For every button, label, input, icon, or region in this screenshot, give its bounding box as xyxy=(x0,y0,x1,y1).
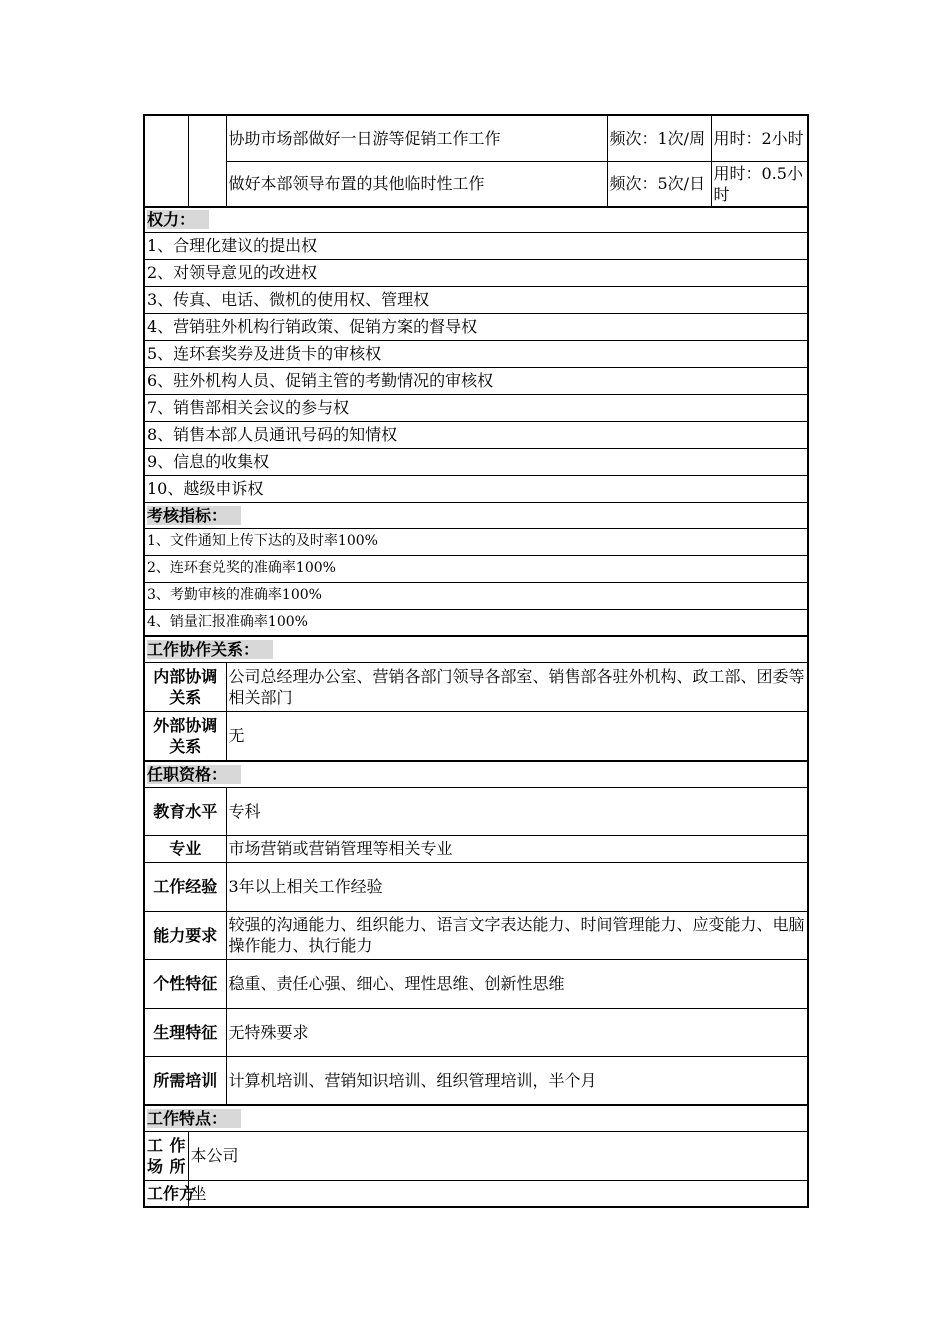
authority-row xyxy=(144,367,808,394)
task-frequency: 频次：5次/日 xyxy=(607,161,711,207)
task-duration: 用时：2小时 xyxy=(711,115,808,161)
qualification-label: 工作经验 xyxy=(144,862,226,911)
qualification-row xyxy=(144,1008,808,1056)
authority-section-header xyxy=(144,207,808,232)
authority-item: 3、传真、电话、微机的使用权、管理权 xyxy=(144,286,808,313)
job-description-table xyxy=(143,114,809,1208)
qualification-value: 专科 xyxy=(226,787,808,835)
authority-row xyxy=(144,313,808,340)
authority-item: 9、信息的收集权 xyxy=(144,448,808,475)
qualification-row xyxy=(144,911,808,959)
authority-item: 7、销售部相关会议的参与权 xyxy=(144,394,808,421)
features-section-header xyxy=(144,1105,808,1131)
feature-row xyxy=(144,1180,808,1207)
task-sub-cell xyxy=(188,115,226,207)
kpi-item: 1、文件通知上传下达的及时率100% xyxy=(144,528,808,555)
qualification-value: 稳重、责任心强、细心、理性思维、创新性思维 xyxy=(226,959,808,1008)
authority-row xyxy=(144,394,808,421)
task-row xyxy=(144,115,808,161)
relation-label: 内部协调关系 xyxy=(144,662,226,711)
kpi-row xyxy=(144,609,808,636)
relations-title: 工作协作关系： xyxy=(147,640,273,659)
authority-row xyxy=(144,475,808,502)
qualification-label: 教育水平 xyxy=(144,787,226,835)
qualification-label: 能力要求 xyxy=(144,911,226,959)
authority-row xyxy=(144,259,808,286)
relation-value: 公司总经理办公室、营销各部门领导各部室、销售部各驻外机构、政工部、团委等相关部门 xyxy=(226,662,808,711)
qualifications-section-header xyxy=(144,761,808,787)
kpi-item: 2、连环套兑奖的准确率100% xyxy=(144,555,808,582)
qualification-label: 个性特征 xyxy=(144,959,226,1008)
relation-row xyxy=(144,662,808,711)
qualification-value: 3年以上相关工作经验 xyxy=(226,862,808,911)
authority-title: 权力： xyxy=(147,210,209,229)
authority-item: 4、营销驻外机构行销政策、促销方案的督导权 xyxy=(144,313,808,340)
kpi-item: 4、销量汇报准确率100% xyxy=(144,609,808,636)
authority-row xyxy=(144,340,808,367)
kpi-section-header xyxy=(144,502,808,528)
qualification-value: 计算机培训、营销知识培训、组织管理培训，半个月 xyxy=(226,1056,808,1105)
qualification-label: 专业 xyxy=(144,835,226,862)
feature-value: 坐 xyxy=(188,1180,808,1207)
qualification-row xyxy=(144,862,808,911)
qualification-label: 所需培训 xyxy=(144,1056,226,1105)
feature-value: 本公司 xyxy=(188,1131,808,1180)
task-duration: 用时：0.5小时 xyxy=(711,161,808,207)
authority-item: 1、合理化建议的提出权 xyxy=(144,232,808,259)
authority-row xyxy=(144,421,808,448)
qualification-row xyxy=(144,835,808,862)
authority-row xyxy=(144,448,808,475)
authority-item: 10、越级申诉权 xyxy=(144,475,808,502)
authority-row xyxy=(144,232,808,259)
kpi-row xyxy=(144,528,808,555)
task-text: 协助市场部做好一日游等促销工作工作 xyxy=(226,115,607,161)
kpi-title: 考核指标： xyxy=(147,506,241,525)
authority-row xyxy=(144,286,808,313)
task-index-cell xyxy=(144,115,188,207)
task-row xyxy=(144,161,808,207)
relation-value: 无 xyxy=(226,711,808,761)
qualification-row xyxy=(144,787,808,835)
feature-label: 工作方 xyxy=(144,1180,188,1207)
qualification-label: 生理特征 xyxy=(144,1008,226,1056)
authority-item: 6、驻外机构人员、促销主管的考勤情况的审核权 xyxy=(144,367,808,394)
authority-item: 8、销售本部人员通讯号码的知情权 xyxy=(144,421,808,448)
authority-item: 5、连环套奖券及进货卡的审核权 xyxy=(144,340,808,367)
relations-section-header xyxy=(144,636,808,662)
qualification-row xyxy=(144,959,808,1008)
task-text: 做好本部领导布置的其他临时性工作 xyxy=(226,161,607,207)
features-title: 工作特点： xyxy=(147,1109,241,1128)
qualification-value: 较强的沟通能力、组织能力、语言文字表达能力、时间管理能力、应变能力、电脑操作能力、执行能力 xyxy=(226,911,808,959)
qualifications-title: 任职资格： xyxy=(147,765,241,784)
kpi-row xyxy=(144,582,808,609)
kpi-item: 3、考勤审核的准确率100% xyxy=(144,582,808,609)
qualification-row xyxy=(144,1056,808,1105)
authority-item: 2、对领导意见的改进权 xyxy=(144,259,808,286)
task-frequency: 频次：1次/周 xyxy=(607,115,711,161)
qualification-value: 无特殊要求 xyxy=(226,1008,808,1056)
job-description-document xyxy=(143,114,807,1208)
feature-label: 工作场所 xyxy=(144,1131,188,1180)
feature-row xyxy=(144,1131,808,1180)
relation-row xyxy=(144,711,808,761)
relation-label: 外部协调关系 xyxy=(144,711,226,761)
kpi-row xyxy=(144,555,808,582)
qualification-value: 市场营销或营销管理等相关专业 xyxy=(226,835,808,862)
